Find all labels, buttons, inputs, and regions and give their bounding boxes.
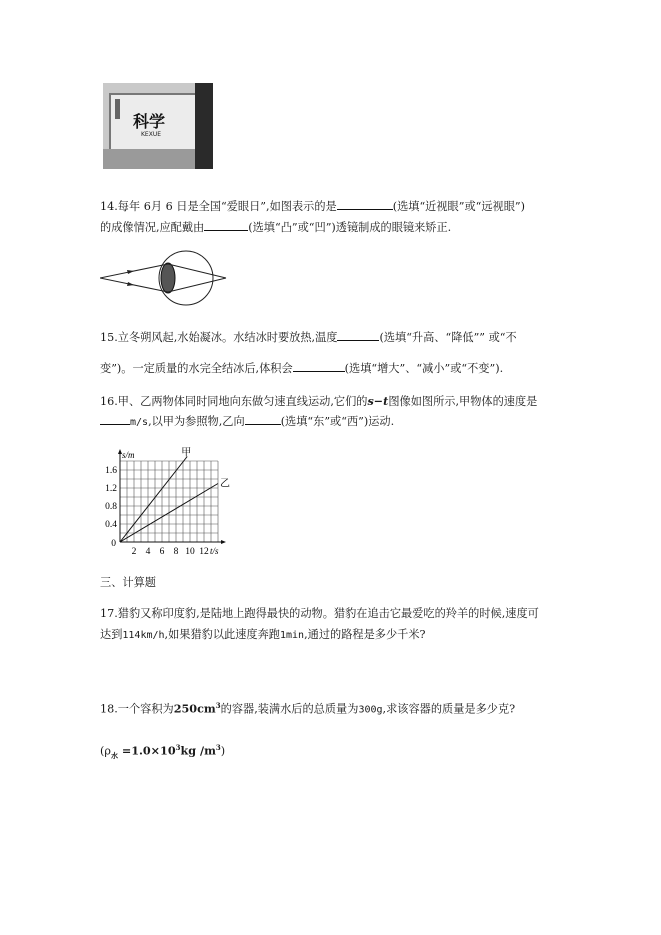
sign-base (103, 149, 195, 169)
x-tick-label: 10 (185, 547, 195, 557)
x-tick-label: 2 (131, 547, 137, 557)
eye-lens (161, 263, 175, 293)
y-tick-label: 1.2 (105, 484, 117, 494)
x-tick-label: 4 (145, 547, 151, 557)
x-axis-arrow-icon (221, 540, 226, 544)
q16-blank-1[interactable] (100, 414, 130, 425)
arrow-top (127, 270, 134, 274)
q14-blank-1[interactable] (337, 199, 393, 210)
q17-line-2: 达到114km/h,如果猎豹以此速度奔跑1min,通过的路程是多少千米? (100, 628, 426, 641)
x-tick-label: 6 (159, 547, 165, 557)
q15-line-2: 变”)。一定质量的水完全结冰后,体积会 (选填“增大”、“减小”或“不变”). (100, 362, 504, 375)
science-sign-photo (103, 83, 213, 169)
st-graph (98, 442, 240, 560)
series-label-yi: 乙 (220, 478, 230, 490)
x-axis-label: t/s (210, 546, 219, 556)
sign-post (195, 83, 213, 169)
sign-text: 科学 (133, 112, 166, 131)
eye-diagram (100, 248, 230, 308)
torch-emblem-icon (115, 99, 120, 119)
y-tick-label: 0.4 (105, 520, 117, 530)
q16-line-2: m/s,以甲为参照物,乙向 (选填“东”或“西”)运动. (100, 414, 394, 430)
origin-label: 0 (111, 539, 116, 549)
arrow-bottom (127, 282, 134, 286)
q18-given-density: ($\rho_水 =1.0\times 10^3kg$ $/m^3$) (100, 743, 226, 760)
q16-blank-2[interactable] (245, 414, 281, 425)
series-label-jia: 甲 (181, 447, 192, 459)
x-tick-label: 12 (199, 547, 209, 557)
q14-line-1: 14.每年 6月 6 日是全国“爱眼日”,如图表示的是 (选填“近视眼”或“远视眼”) (100, 200, 525, 213)
q14-blank-2[interactable] (204, 220, 248, 231)
series-line-jia (120, 457, 187, 543)
y-tick-label: 0.8 (105, 502, 117, 512)
q17-line-1: 17.猎豹又称印度豹,是陆地上跑得最快的动物。猎豹在追击它最爱吃的羚羊的时候,速度可 (100, 607, 539, 620)
light-ray-top-refracted (168, 264, 226, 278)
q15-blank-2[interactable] (293, 361, 345, 372)
q14-line-2: 的成像情况,应配戴由 (选填“凸”或“凹”)透镜制成的眼镜来矫正. (100, 221, 452, 234)
q18-line-1: 18.一个容积为$250cm^3$的容器,装满水后的总质量为300g,求该容器的质量是多少克? (100, 701, 516, 716)
section-3-title: 三、计算题 (100, 576, 156, 589)
q15-line-1: 15.立冬朔风起,水始凝冰。水结冰时要放热,温度 (选填“升高、“降低”” 或“不 (100, 331, 517, 344)
y-tick-label: 1.6 (105, 466, 117, 476)
q15-blank-1[interactable] (337, 330, 379, 341)
light-ray-bottom-refracted (168, 278, 226, 292)
y-axis-label: s/m (122, 450, 135, 460)
q16-line-1: 16.甲、乙两物体同时同地向东做匀速直线运动,它们的s−t图像如图所示,甲物体的速度是 (100, 394, 538, 408)
sign-subtext: KEXUE (141, 131, 162, 138)
x-tick-label: 8 (173, 547, 179, 557)
